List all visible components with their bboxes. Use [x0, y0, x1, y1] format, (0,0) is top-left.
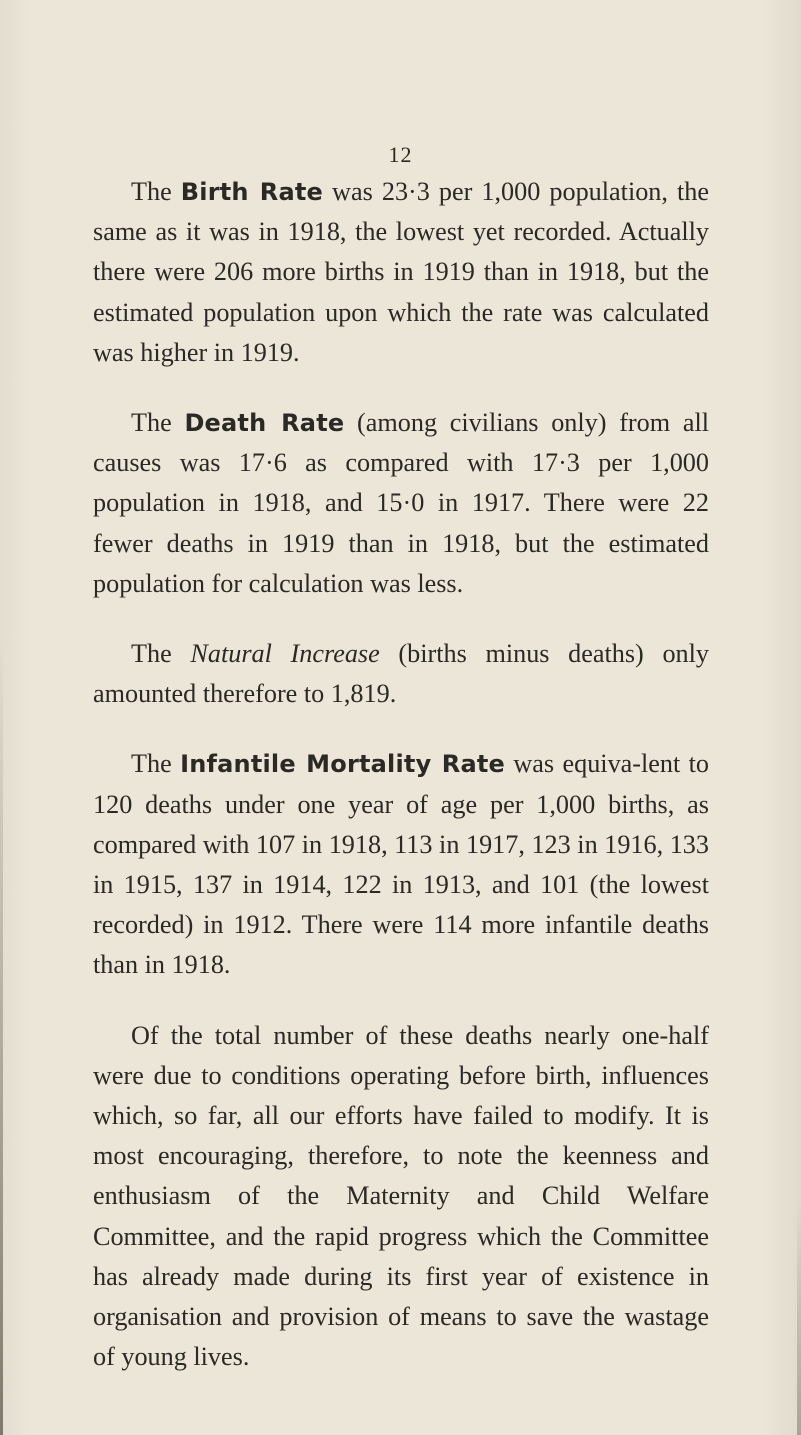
term-birth-rate: Birth Rate — [180, 178, 323, 206]
paragraph-lead: The — [131, 749, 181, 779]
page-edge-shadow-right — [797, 1200, 801, 1435]
paragraph-body: (births minus deaths) only amounted therefore to 1,819. — [93, 639, 710, 709]
paragraph-body: was equiva-lent to 120 deaths under one year of age per 1,000 births, as compared with 107 in 1918, 113 in 1917, 123 in 1916, 133 in 1915, 137 in 1914, 122 in 1913, and 101 (the lowest recorded) in 1912. There were 114 more infantile deaths than in 1918. — [93, 749, 709, 980]
paragraph-body: (among civilians only) from all causes was 17·6 as compared with 17·3 per 1,000 population in 1918, and 15·0 in 1917. There were 22 fewer deaths in 1919 than in 1918, but the estimated population for calculation was less. — [93, 408, 709, 598]
term-natural-increase: Natural Increase — [190, 639, 380, 669]
body-text — [93, 172, 709, 1407]
term-infantile-mortality-rate: Infantile Mortality Rate — [180, 750, 506, 779]
paragraph-lead: The — [131, 177, 181, 206]
term-death-rate: Death Rate — [184, 409, 345, 438]
paragraph-natural-increase — [93, 634, 709, 714]
paragraph-body: was 23·3 per 1,000 population, the same as it was in 1918, the lowest yet recorded. Actually there were 206 more births in 1919 than in 1918, but the estimated population upon which the rate was calculated was higher in 1919. — [93, 177, 710, 367]
paragraph-birth-rate — [93, 172, 709, 373]
paragraph-lead: The — [131, 408, 185, 438]
paragraph-death-rate — [93, 403, 709, 604]
page-number: 12 — [388, 142, 413, 167]
paragraph-lead: The — [131, 639, 191, 669]
paragraph-deaths-before-birth: Of the total number of these deaths nearly one-half were due to conditions operating before birth, influences which, so far, all our efforts have failed to modify. It is most encouraging, therefore, to note the keenness and enthusiasm of the Maternity and Child Welfare Committee, and the rapid progress which the Committee has already made during its first year of existence in organisation and provision of means to save the wastage of young lives. — [93, 1020, 709, 1372]
paragraph-infantile-mortality — [93, 744, 709, 985]
page-edge-shadow-left — [0, 640, 3, 1435]
